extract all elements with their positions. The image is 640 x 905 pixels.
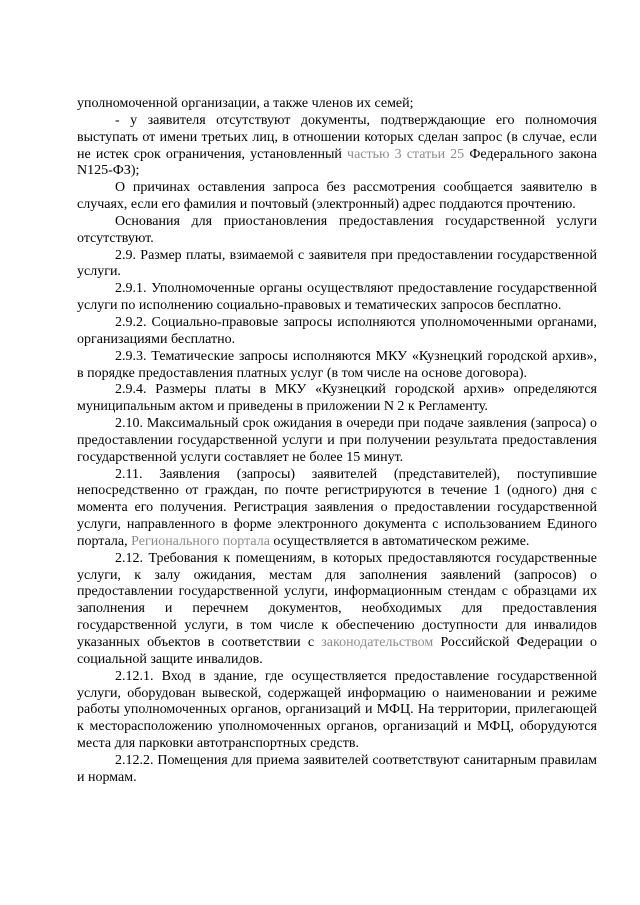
paragraph: Основания для приостановления предоставления государственной услуги отсутствуют. xyxy=(77,213,597,246)
paragraph: 2.9.3. Тематические запросы исполняются МКУ «Кузнецкий городской архив», в порядке предоставления платных услуг (в том числе на основе договора). xyxy=(77,348,597,381)
paragraph: 2.10. Максимальный срок ожидания в очереди при подаче заявления (запроса) о предоставлении государственной услуги и при получении результата предоставления государственной услуги составляет не более 15 минут. xyxy=(77,416,597,465)
law-reference-link[interactable]: частью 3 статьи 25 xyxy=(347,146,465,162)
paragraph: 2.9.2. Социально-правовые запросы исполняются уполномоченными органами, организациями бесплатно. xyxy=(77,314,597,347)
paragraph: 2.9.4. Размеры платы в МКУ «Кузнецкий городской архив» определяются муниципальным актом и приведены в приложении N 2 к Регламенту. xyxy=(77,382,597,415)
legislation-link[interactable]: законодательством xyxy=(321,635,434,650)
paragraph: 2.9. Размер платы, взимаемой с заявителя при предоставлении государственной услуги. xyxy=(77,247,597,280)
paragraph: уполномоченной организации, а также членов их семей; xyxy=(77,96,414,111)
paragraph: О причинах оставления запроса без рассмотрения сообщается заявителю в случаях, если его фамилия и почтовый (электронный) адрес поддаются прочтению. xyxy=(77,180,597,213)
paragraph: 2.9.1. Уполномоченные органы осуществляют предоставление государственной услуги по исполнению социально-правовых и тематических запросов бесплатно. xyxy=(77,281,597,314)
paragraph: 2.11. Заявления (запросы) заявителей (представителей), поступившие непосредственно от граждан, по почте регистрируются в течение 1 (одного) дня с момента его получения. Регистрация заявления о предоставлении государственной услуги, направленного в форме электронного документа с использованием Единого портала, Регионального портала осуществляется в автоматическом режиме. xyxy=(77,466,597,549)
paragraph: 2.12. Требования к помещениям, в которых предоставляются государственные услуги, к залу ожидания, местам для заполнения заявлений (запросов) о предоставлении государственной услуги, информационным стендам с образцами их заполнения и перечнем документов, необходимых для предоставления государственной услуги, в том числе к обеспечению доступности для инвалидов указанных объектов в соответствии с законодательством Российской Федерации о социальной защите инвалидов. xyxy=(77,550,597,667)
paragraph: - у заявителя отсутствуют документы, подтверждающие его полномочия выступать от имени третьих лиц, в отношении которых сделан запрос (в случае, если не истек срок ограничения, установленный частью 3 статьи 25 Федерального закона N125-ФЗ); xyxy=(77,112,597,179)
paragraph: 2.12.1. Вход в здание, где осуществляется предоставление государственной услуги, оборудован вывеской, содержащей информацию о наименовании и режиме работы уполномоченных органов, организаций и МФЦ. На территории, прилегающей к месторасположению уполномоченных органов, организаций и МФЦ, оборудуются места для парковки автотранспортных средств. xyxy=(77,668,597,752)
paragraph: 2.12.2. Помещения для приема заявителей соответствуют санитарным правилам и нормам. xyxy=(77,752,597,785)
document-text xyxy=(77,96,597,787)
regional-portal-link[interactable]: Регионального портала xyxy=(131,533,270,549)
